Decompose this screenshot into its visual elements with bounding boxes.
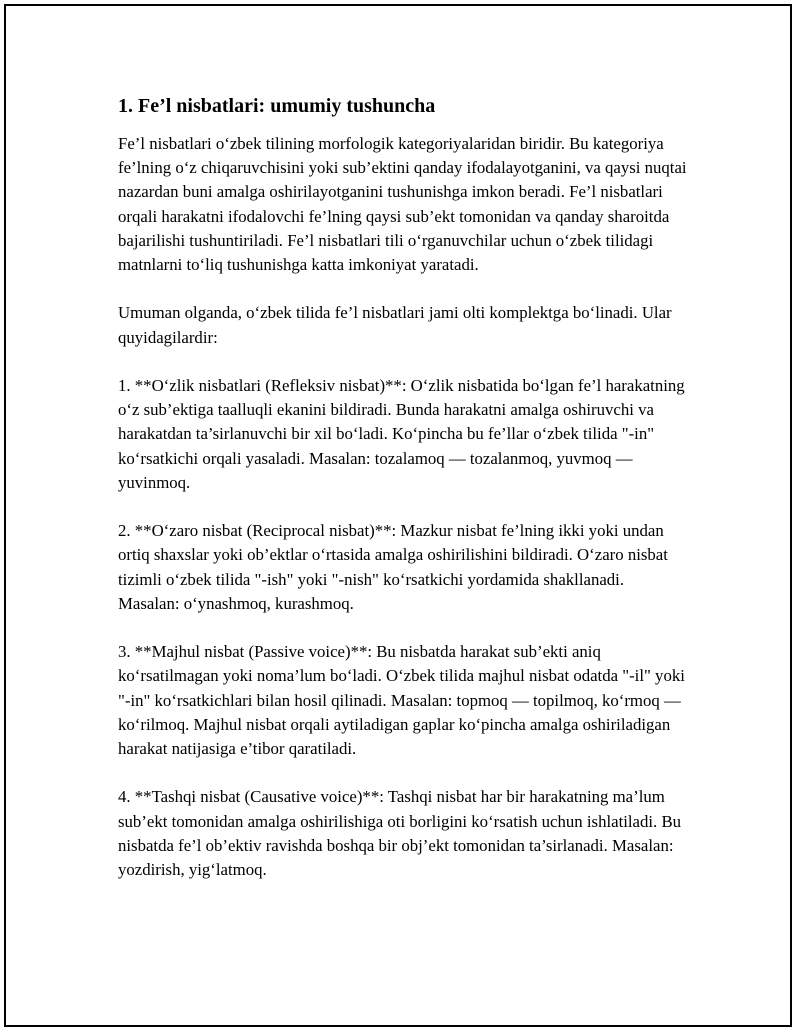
section-heading: 1. Fe’l nisbatlari: umumiy tushuncha [118,95,436,117]
paragraph-intro: Fe’l nisbatlari o‘zbek tilining morfologik kategoriyalaridan biridir. Bu kategoriya fe’lning o‘z chiqaruvchisini yoki sub’ektini qanday ifodalayotganini, va qaysi nuqtai nazardan buni amalga oshirilayotganini tushunishga imkon beradi. Fe’l nisbatlari orqali harakatni ifodalovchi fe’lning qaysi sub’ekt tomonidan va qanday sharoitda bajarilishi tushuntiriladi. Fe’l nisbatlari tili o‘rganuvchilar uchun o‘zbek tilidagi matnlarni to‘liq tushunishga katta imkoniyat yaratadi. [118,134,687,275]
paragraph-reciprocal: 2. **O‘zaro nisbat (Reciprocal nisbat)**: Mazkur nisbat fe’lning ikki yoki undan ortiq shaxslar yoki ob’ektlar o‘rtasida amalga oshirilishini bildiradi. O‘zaro nisbat tizimli o‘zbek tilida "-ish" yoki "-nish" ko‘rsatkichi yordamida shakllanadi. Masalan: o‘ynashmoq, kurashmoq. [118,521,668,613]
paragraph-causative: 4. **Tashqi nisbat (Causative voice)**: Tashqi nisbat har bir harakatning ma’lum sub’ekt tomonidan amalga oshirilishiga oti borligini ko‘rsatish uchun ishlatiladi. Bu nisbatda fe’l ob’ektiv ravishda boshqa bir obj’ekt tomonidan ta’sirlanadi. Masalan: yozdirish, yig‘latmoq. [118,787,682,880]
document-body [118,92,688,906]
paragraph-reflexive: 1. **O‘zlik nisbatlari (Refleksiv nisbat)**: O‘zlik nisbatida bo‘lgan fe’l harakatning o‘z sub’ektiga taalluqli ekanini bildiradi. Bunda harakatni amalga oshiruvchi va harakatdan ta’sirlanuvchi bir xil bo‘ladi. Ko‘pincha bu fe’llar o‘zbek tilida "-in" ko‘rsatkichi orqali yasaladi. Masalan: tozalamoq — tozalanmoq, yuvmoq — yuvinmoq. [118,376,685,492]
paragraph-passive: 3. **Majhul nisbat (Passive voice)**: Bu nisbatda harakat sub’ekti aniq ko‘rsatilmagan yoki noma’lum bo‘ladi. O‘zbek tilida majhul nisbat odatda "-il" yoki "-in" ko‘rsatkichlari bilan hosil qilinadi. Masalan: topmoq — topilmoq, ko‘rmoq — ko‘rilmoq. Majhul nisbat orqali aytiladigan gaplar ko‘pincha amalga oshiriladigan harakat natijasiga e’tibor qaratiladi. [118,642,685,759]
paragraph-overview: Umuman olganda, o‘zbek tilida fe’l nisbatlari jami olti komplektga bo‘linadi. Ular quyidagilardir: [118,303,672,347]
